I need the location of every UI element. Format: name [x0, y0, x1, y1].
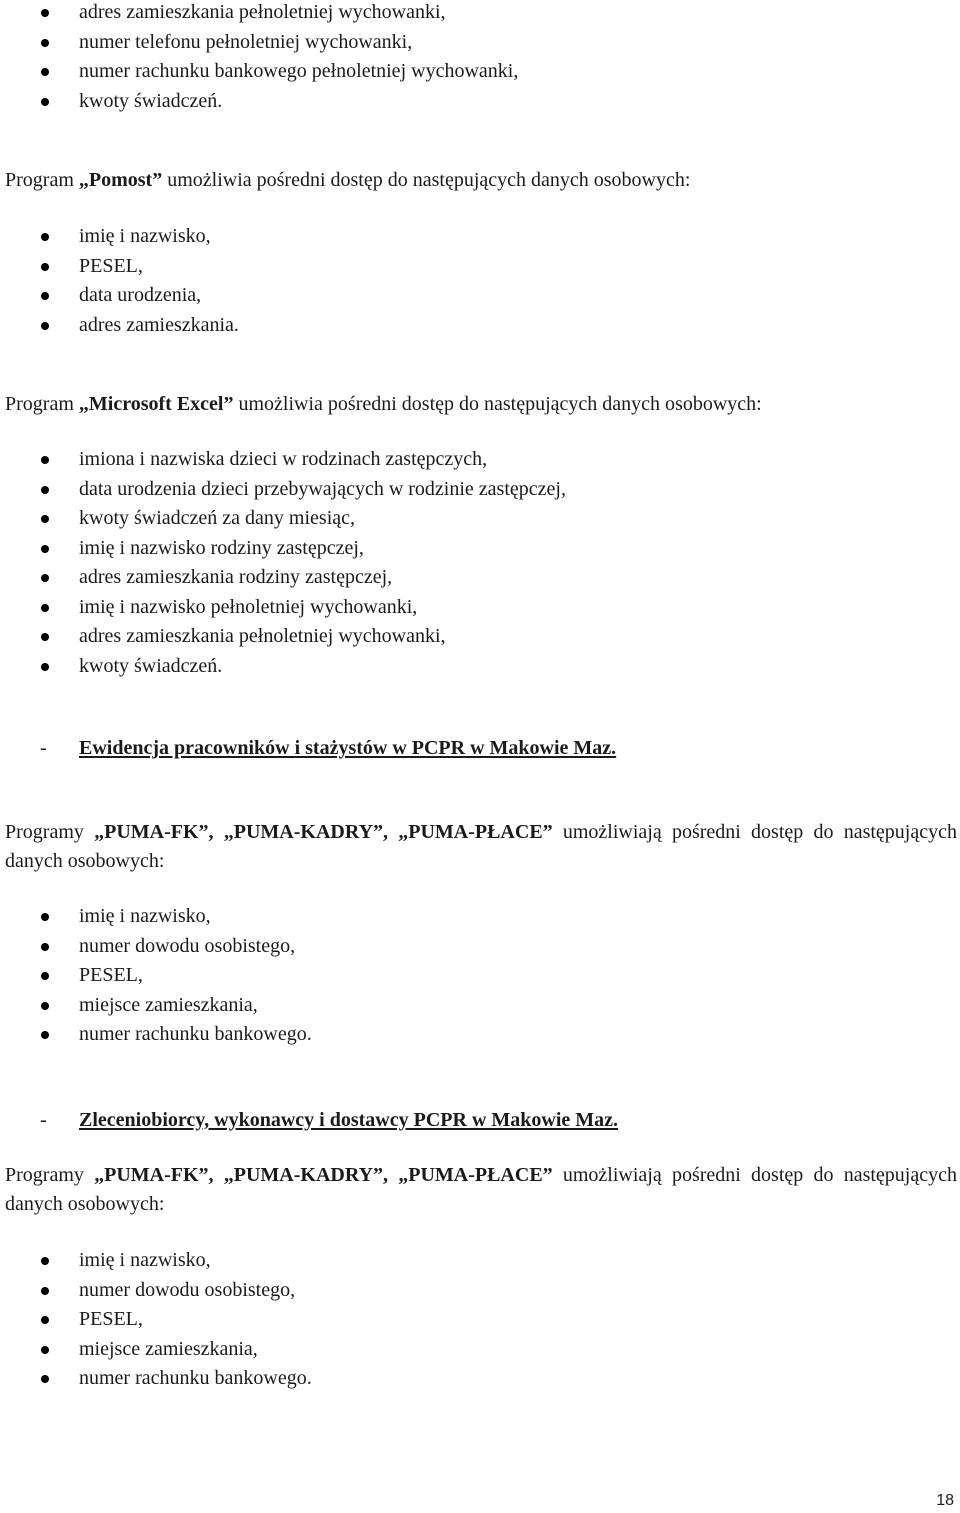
- list-item-text: data urodzenia dzieci przebywających w rodzinie zastępczej,: [79, 477, 566, 500]
- bullet-icon: [41, 486, 49, 494]
- bullet-icon: [41, 943, 49, 951]
- list-item-text: numer dowodu osobistego,: [79, 1278, 296, 1301]
- pomost-paragraph: [5, 166, 957, 195]
- list-item: [0, 902, 312, 932]
- section-1-prefix: Programy: [5, 821, 95, 843]
- section-2-program-names: „PUMA-FK”, „PUMA-KADRY”, „PUMA-PŁACE”: [94, 1164, 553, 1186]
- list-item-text: adres zamieszkania rodziny zastępczej,: [79, 566, 393, 588]
- list-item: [0, 57, 518, 87]
- bullet-icon: [41, 39, 49, 47]
- pomost-program-name: „Pomost”: [78, 169, 163, 191]
- list-item: [0, 1020, 312, 1050]
- excel-program-name: „Microsoft Excel”: [78, 393, 234, 415]
- section-2-suffix: umożliwiają pośredni dostęp do następujących danych osobowych:: [5, 1164, 957, 1215]
- list-item: [0, 1276, 312, 1306]
- list-item: [0, 652, 566, 682]
- list-item: [0, 0, 518, 28]
- list-item: [0, 1335, 312, 1365]
- list-item-text: imiona i nazwiska dzieci w rodzinach zastępczych,: [79, 448, 488, 470]
- list-item: [0, 622, 566, 652]
- list-item-text: numer rachunku bankowego.: [79, 1367, 312, 1389]
- excel-paragraph: [5, 390, 957, 419]
- bullet-icon: [41, 1257, 49, 1265]
- bullet-icon: [41, 322, 49, 330]
- list-item-text: kwoty świadczeń za dany miesiąc,: [79, 507, 356, 529]
- section-1-paragraph: [5, 818, 957, 876]
- list-item: [0, 222, 239, 252]
- list-item-text: miejsce zamieszkania,: [79, 1337, 258, 1360]
- section-2-data-list: [0, 1246, 312, 1394]
- section-2-prefix: Programy: [5, 1164, 95, 1186]
- list-item: [0, 593, 566, 623]
- pomost-suffix: umożliwia pośredni dostęp do następujących danych osobowych:: [162, 169, 691, 191]
- list-item-text: numer telefonu pełnoletniej wychowanki,: [79, 30, 413, 53]
- section-1-program-names: „PUMA-FK”, „PUMA-KADRY”, „PUMA-PŁACE”: [94, 821, 553, 843]
- list-item-text: numer rachunku bankowego.: [79, 1023, 312, 1045]
- list-item: [0, 281, 239, 311]
- excel-prefix: Program: [5, 393, 79, 415]
- section-1-heading-text: Ewidencja pracowników i stażystów w PCPR w Makowie Maz.: [79, 737, 617, 759]
- list-item: [0, 252, 239, 282]
- list-item-text: adres zamieszkania pełnoletniej wychowanki,: [79, 1, 446, 23]
- bullet-icon: [41, 1375, 49, 1383]
- bullet-icon: [41, 456, 49, 464]
- list-item-text: adres zamieszkania.: [79, 313, 239, 336]
- section-2-dash: -: [40, 1109, 47, 1131]
- page-number: 18: [936, 1492, 954, 1509]
- list-item: [0, 1246, 312, 1276]
- list-item: [0, 563, 566, 593]
- bullet-icon: [41, 1287, 49, 1295]
- excel-data-list: [0, 445, 566, 681]
- bullet-icon: [41, 913, 49, 921]
- bullet-icon: [41, 292, 49, 300]
- list-item: [0, 504, 566, 534]
- section-1-dash: -: [40, 737, 47, 759]
- section-1-suffix: umożliwiają pośredni dostęp do następujących danych osobowych:: [5, 821, 957, 872]
- list-item-text: data urodzenia,: [79, 284, 202, 306]
- list-item: [0, 1364, 312, 1394]
- list-item: [0, 534, 566, 564]
- bullet-icon: [41, 233, 49, 241]
- bullet-icon: [41, 1346, 49, 1354]
- list-item-text: PESEL,: [79, 964, 143, 986]
- list-item-text: miejsce zamieszkania,: [79, 993, 258, 1016]
- excel-suffix: umożliwia pośredni dostęp do następujących danych osobowych:: [233, 393, 762, 415]
- list-item-text: kwoty świadczeń.: [79, 89, 223, 112]
- list-item: [0, 475, 566, 505]
- bullet-icon: [41, 604, 49, 612]
- bullet-icon: [41, 9, 49, 17]
- top-continuation-list: [0, 0, 518, 116]
- list-item-text: PESEL,: [79, 254, 143, 277]
- list-item-text: imię i nazwisko rodziny zastępczej,: [79, 536, 364, 559]
- list-item-text: imię i nazwisko,: [79, 1249, 211, 1271]
- bullet-icon: [41, 98, 49, 106]
- list-item-text: imię i nazwisko pełnoletniej wychowanki,: [79, 595, 418, 618]
- list-item-text: numer dowodu osobistego,: [79, 934, 296, 957]
- bullet-icon: [41, 68, 49, 76]
- list-item: [0, 932, 312, 962]
- bullet-icon: [41, 574, 49, 582]
- list-item-text: PESEL,: [79, 1308, 143, 1330]
- bullet-icon: [41, 515, 49, 523]
- list-item: [0, 87, 518, 117]
- bullet-icon: [41, 1316, 49, 1324]
- section-1-data-list: [0, 902, 312, 1050]
- list-item: [0, 28, 518, 58]
- list-item-text: imię i nazwisko,: [79, 905, 211, 927]
- list-item-text: numer rachunku bankowego pełnoletniej wychowanki,: [79, 60, 519, 82]
- list-item: [0, 311, 239, 341]
- section-2-paragraph: [5, 1161, 957, 1219]
- list-item: [0, 961, 312, 991]
- list-item: [0, 1305, 312, 1335]
- bullet-icon: [41, 545, 49, 553]
- list-item-text: adres zamieszkania pełnoletniej wychowanki,: [79, 625, 446, 647]
- list-item: [0, 991, 312, 1021]
- bullet-icon: [41, 1002, 49, 1010]
- bullet-icon: [41, 633, 49, 641]
- list-item-text: imię i nazwisko,: [79, 225, 211, 247]
- list-item: [0, 445, 566, 475]
- bullet-icon: [41, 263, 49, 271]
- list-item-text: kwoty świadczeń.: [79, 654, 223, 677]
- pomost-prefix: Program: [5, 169, 79, 191]
- pomost-data-list: [0, 222, 239, 340]
- bullet-icon: [41, 972, 49, 980]
- bullet-icon: [41, 1031, 49, 1039]
- bullet-icon: [41, 663, 49, 671]
- section-2-heading-text: Zleceniobiorcy, wykonawcy i dostawcy PCPR w Makowie Maz.: [79, 1109, 619, 1131]
